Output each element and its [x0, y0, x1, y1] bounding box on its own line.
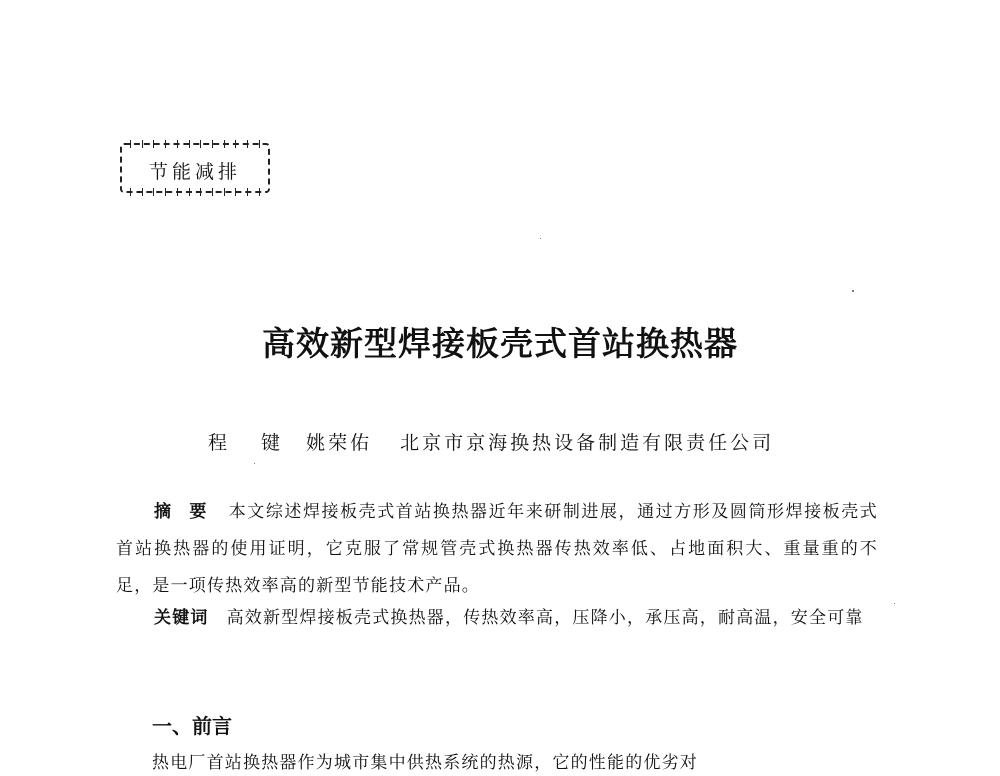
affiliation: 北京市京海换热设备制造有限责任公司	[400, 432, 775, 454]
article-title: 高效新型焊接板壳式首站换热器	[262, 324, 738, 363]
author-name: 程 键	[208, 432, 295, 454]
keywords-paragraph	[116, 600, 878, 637]
keywords-text: 高效新型焊接板壳式换热器，传热效率高，压降小，承压高，耐高温，安全可靠	[226, 608, 864, 628]
scan-speck	[540, 238, 541, 239]
abstract-label: 摘要	[154, 502, 225, 522]
scan-speck	[254, 463, 255, 464]
abstract-paragraph	[116, 494, 878, 605]
column-tag-box	[120, 143, 270, 193]
byline	[208, 428, 774, 455]
tag-border-ticks-bottom	[130, 188, 260, 196]
abstract-text: 本文综述焊接板壳式首站换热器近年来研制进展，通过方形及圆筒形焊接板壳式首站换热器的使用证明，它克服了常规管壳式换热器传热效率低、占地面积大、重量重的不足，是一项传热效率高的新型节能技术产品。	[116, 502, 879, 596]
tag-border-ticks-top	[130, 140, 260, 148]
keywords-label: 关键词	[154, 608, 209, 628]
scan-speck	[894, 603, 895, 604]
partial-body-line: 热电厂首站换热器作为城市集中供热系统的热源，它的性能的优劣对	[152, 753, 698, 773]
section-heading: 一、前言	[152, 714, 232, 738]
scan-speck	[852, 290, 854, 292]
author-name: 姚荣佑	[306, 432, 373, 454]
column-tag-label: 节能减排	[148, 161, 241, 183]
